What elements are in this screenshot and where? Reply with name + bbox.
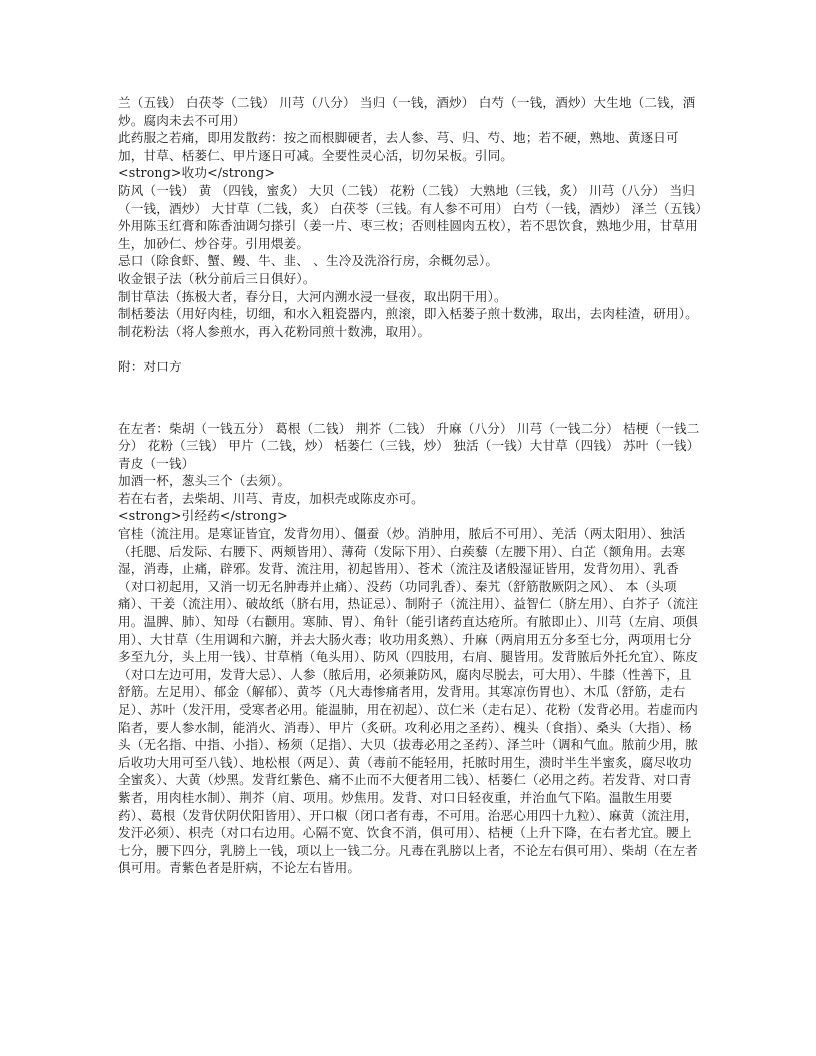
text-line: 外用陈玉红膏和陈香油调匀搽引（姜一片、枣三枚；否则桂圆肉五枚），若不思饮食，熟地少用，甘草用生，加砂仁、炒谷芽。引用煨姜。 — [118, 218, 698, 251]
document-page — [118, 94, 709, 877]
section-heading-yinjingyao: <strong>引经药</strong> — [118, 508, 288, 524]
text-line: 此药服之若痛，即用发散药：按之而根脚硬者，去人参、芎、归、芍、地；若不硬，熟地、黄逐日可加，甘草、栝蒌仁、甲片逐日可减。全要性灵心活，切勿呆板。引同。 — [118, 130, 679, 163]
text-line: 在左者：柴胡（一钱五分） 葛根（二钱） 荆芥（二钱） 升麻（八分） 川芎（一钱二分） 桔梗（一钱二分） 花粉（三钱） 甲片（二钱，炒） 栝蒌仁（三钱，炒） 独活（一钱）大甘草（四钱） 苏叶（一钱） 青皮（一钱） — [118, 420, 700, 471]
blank-line — [118, 376, 702, 420]
text-line: 收金银子法（秋分前后三日俱好）。 — [118, 270, 316, 286]
text-line: 制甘草法（拣极大者，春分日，大河内溯水浸一昼夜，取出阴干用）。 — [118, 288, 507, 304]
appendix-title: 附：对口方 — [118, 358, 182, 374]
text-line: 防风（一钱） 黄 （四钱，蜜炙） 大贝（二钱） 花粉（二钱） 大熟地（三钱，炙） 川芎（八分） 当归（一钱，酒炒） 大甘草（二钱，炙） 白茯苓（三钱。有人参不可用） 白芍（一钱，酒炒） 泽兰（五钱） — [118, 182, 709, 216]
text-line: 忌口（除食虾、蟹、鳗、牛、韭、 、生冷及洗浴行房，余概勿忌）。 — [118, 253, 499, 269]
text-line: 加酒一杯，葱头三个（去须）。 — [118, 473, 291, 489]
text-line: 制栝蒌法（用好肉桂，切细，和水入粗瓷器内，煎滚，即入栝蒌子煎十数沸，取出，去肉桂渣，研用）。 — [118, 306, 698, 322]
section-heading-shougong: <strong>收功</strong> — [118, 165, 276, 181]
text-line: 若在右者，去柴胡、川芎、青皮，加枳壳或陈皮亦可。 — [118, 490, 424, 506]
text-line: 制花粉法（将人参煎水，再入花粉同煎十数沸，取用）。 — [118, 323, 431, 339]
blank-line — [118, 340, 702, 358]
text-line: 兰（五钱） 白茯苓（二钱） 川芎（八分） 当归（一钱，酒炒） 白芍（一钱，酒炒）大生地（二钱，酒炒。腐肉未去不可用） — [118, 95, 696, 128]
text-paragraph: 官桂（流注用。是寒证皆宜，发背勿用）、僵蚕（炒。消肿用，脓后不可用）、羌活（两太阳用）、独活（托腮、后发际、右腰下、两颊皆用）、薄荷（发际下用）、白蒺藜（左腰下用）、白芷（额角用。去寒湿，消毒，止痛，辟邪。发背、流注用，初起皆用）、苍术（流注及诸般湿证皆用，发背勿用）、乳香（对口初起用，又消一切无名肿毒并止痛）、没药（功同乳香）、秦艽（舒筋散厥阴之风）、 本（头项痛）、干姜（流注用）、破故纸（脐右用，热证忌）、制附子（流注用）、益智仁（脐左用）、白芥子（流注用。温脾、肺）、知母（右颧用。寒肺、胃）、角针（能引诸药直达疮所。有脓即止）、川芎（左肩、项俱用）、大甘草（生用调和六腑，并去大肠火毒；收功用炙熟）、升麻（两肩用五分多至七分，两项用七分多至九分，头上用一钱）、甘草梢（龟头用）、防风（四肢用，右肩、腿皆用。发背脓后外托允宜）、陈皮（对口左边可用，发背大忌）、人参（脓后用，必须兼防风，腐肉尽脱去，可大用）、牛膝（性善下，且舒筋。左足用）、郁金（解郁）、黄芩（凡大毒惨痛者用，发背用。其寒凉伤胃也）、木瓜（舒筋，走右足）、苏叶（发汗用，受寒者必用。能温肺，用在初起）、苡仁米（走右足）、花粉（发背必用。若虚而内陷者，要人参水制，能消火、消毒）、甲片（炙研。攻利必用之圣药）、槐头（食指）、桑头（大指）、杨头（无名指、中指、小指）、杨须（足指）、大贝（拔毒必用之圣药）、泽兰叶（调和气血。脓前少用，脓后收功大用可至八钱）、地松根（两足）、黄（毒前不能轻用，托脓时用生，溃时半生半蜜炙，腐尽收功全蜜炙）、大黄（炒黑。发背红紫色、痛不止而不大便者用二钱）、栝蒌仁（必用之药。若发背、对口青紫者，用肉桂水制）、荆芥（肩、项用。炒焦用。发背、对口日轻夜重，并治血气下陷。温散生用要药）、葛根（发背伏阴伏阳皆用）、开口椒（闭口者有毒，不可用。治恶心用四十九粒）、麻黄（流注用，发汗必须）、枳壳（对口右边用。心隔不宽、饮食不消，俱可用）、桔梗（上升下降，在右者尤宜。腰上七分，腰下四分，乳膀上一钱，项以上一钱二分。凡毒在乳膀以上者，不论左右俱可用）、柴胡（在左者俱可用。青紫色者是肝病，不论左右皆用。 — [118, 526, 699, 876]
